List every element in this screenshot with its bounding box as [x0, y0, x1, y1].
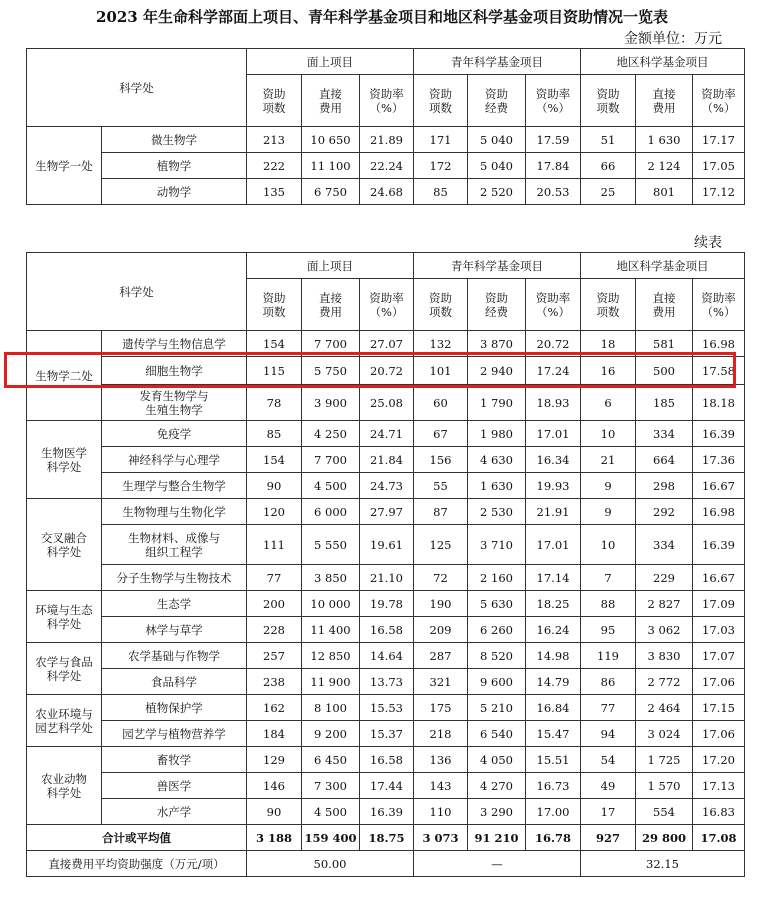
- header-youth: 青年科学基金项目: [414, 253, 581, 279]
- table-row: [27, 591, 745, 617]
- value-cell: 3 830: [636, 643, 693, 669]
- value-cell: 228: [247, 617, 302, 643]
- value-cell: 135: [247, 179, 302, 205]
- value-cell: 257: [247, 643, 302, 669]
- value-cell: 20.72: [526, 331, 581, 357]
- value-cell: 154: [247, 447, 302, 473]
- value-cell: 172: [414, 153, 468, 179]
- table-row: [27, 421, 745, 447]
- header-rate: 资助率 （%）: [693, 279, 745, 331]
- value-cell: 4 500: [302, 473, 360, 499]
- subject-name: 生态学: [102, 591, 247, 617]
- value-cell: 16.39: [693, 421, 745, 447]
- value-cell: 171: [414, 127, 468, 153]
- value-cell: 4 630: [468, 447, 526, 473]
- funding-table-1: [26, 48, 745, 205]
- subject-name: 生物材料、成像与 组织工程学: [102, 525, 247, 565]
- header-direct: 直接 费用: [302, 75, 360, 127]
- value-cell: 4 500: [302, 799, 360, 825]
- value-cell: 1 630: [636, 127, 693, 153]
- value-cell: 16.73: [526, 773, 581, 799]
- table-row: [27, 525, 745, 565]
- value-cell: 115: [247, 357, 302, 385]
- value-cell: 78: [247, 385, 302, 421]
- value-cell: 85: [414, 179, 468, 205]
- value-cell: 18.18: [693, 385, 745, 421]
- value-cell: 185: [636, 385, 693, 421]
- value-cell: 16.98: [693, 331, 745, 357]
- value-cell: 229: [636, 565, 693, 591]
- value-cell: 19.93: [526, 473, 581, 499]
- value-cell: 16.24: [526, 617, 581, 643]
- value-cell: 6: [581, 385, 636, 421]
- value-cell: 3 024: [636, 721, 693, 747]
- total-value: 17.08: [693, 825, 745, 851]
- header-rate: 资助率 （%）: [526, 279, 581, 331]
- table-row: [27, 695, 745, 721]
- value-cell: 95: [581, 617, 636, 643]
- subject-name: 食品科学: [102, 669, 247, 695]
- value-cell: 2 530: [468, 499, 526, 525]
- value-cell: 17.00: [526, 799, 581, 825]
- value-cell: 3 850: [302, 565, 360, 591]
- value-cell: 60: [414, 385, 468, 421]
- value-cell: 10: [581, 421, 636, 447]
- value-cell: 17.01: [526, 525, 581, 565]
- header-count: 资助 项数: [247, 279, 302, 331]
- value-cell: 7 700: [302, 447, 360, 473]
- table-row: [27, 747, 745, 773]
- value-cell: 222: [247, 153, 302, 179]
- value-cell: 15.47: [526, 721, 581, 747]
- value-cell: 14.98: [526, 643, 581, 669]
- value-cell: 15.53: [360, 695, 414, 721]
- value-cell: 24.71: [360, 421, 414, 447]
- average-youth: —: [414, 851, 581, 877]
- value-cell: 101: [414, 357, 468, 385]
- value-cell: 22.24: [360, 153, 414, 179]
- department-name: 生物学一处: [27, 127, 102, 205]
- value-cell: 10 650: [302, 127, 360, 153]
- department-name: 农业动物 科学处: [27, 747, 102, 825]
- value-cell: 321: [414, 669, 468, 695]
- average-label: 直接费用平均资助强度（万元/项）: [27, 851, 247, 877]
- value-cell: 16.84: [526, 695, 581, 721]
- value-cell: 4 050: [468, 747, 526, 773]
- header-youth: 青年科学基金项目: [414, 49, 581, 75]
- value-cell: 67: [414, 421, 468, 447]
- value-cell: 6 540: [468, 721, 526, 747]
- subject-name: 畜牧学: [102, 747, 247, 773]
- table-row: [27, 499, 745, 525]
- table-row: [27, 643, 745, 669]
- value-cell: 17.03: [693, 617, 745, 643]
- value-cell: 2 464: [636, 695, 693, 721]
- department-name: 交叉融合 科学处: [27, 499, 102, 591]
- subject-name: 农学基础与作物学: [102, 643, 247, 669]
- header-row: [27, 253, 745, 279]
- value-cell: 17.06: [693, 669, 745, 695]
- subject-name: 水产学: [102, 799, 247, 825]
- value-cell: 143: [414, 773, 468, 799]
- value-cell: 24.73: [360, 473, 414, 499]
- department-name: 生物学二处: [27, 331, 102, 421]
- value-cell: 7 300: [302, 773, 360, 799]
- value-cell: 19.61: [360, 525, 414, 565]
- header-regional: 地区科学基金项目: [581, 49, 745, 75]
- value-cell: 9 200: [302, 721, 360, 747]
- subject-name: 免疫学: [102, 421, 247, 447]
- value-cell: 1 630: [468, 473, 526, 499]
- value-cell: 1 790: [468, 385, 526, 421]
- value-cell: 6 750: [302, 179, 360, 205]
- value-cell: 500: [636, 357, 693, 385]
- value-cell: 10 000: [302, 591, 360, 617]
- value-cell: 10: [581, 525, 636, 565]
- value-cell: 111: [247, 525, 302, 565]
- value-cell: 17.15: [693, 695, 745, 721]
- average-general: 50.00: [247, 851, 414, 877]
- header-count: 资助 项数: [414, 75, 468, 127]
- value-cell: 6 000: [302, 499, 360, 525]
- subject-name: 细胞生物学: [102, 357, 247, 385]
- table-row: [27, 773, 745, 799]
- header-rate: 资助率 （%）: [693, 75, 745, 127]
- value-cell: 3 710: [468, 525, 526, 565]
- table-row: [27, 473, 745, 499]
- value-cell: 17.44: [360, 773, 414, 799]
- value-cell: 14.64: [360, 643, 414, 669]
- value-cell: 17.24: [526, 357, 581, 385]
- value-cell: 16.67: [693, 473, 745, 499]
- value-cell: 17.09: [693, 591, 745, 617]
- value-cell: 136: [414, 747, 468, 773]
- header-department: 科学处: [27, 253, 247, 331]
- total-row: [27, 825, 745, 851]
- value-cell: 85: [247, 421, 302, 447]
- subject-name: 动物学: [102, 179, 247, 205]
- value-cell: 27.97: [360, 499, 414, 525]
- value-cell: 5 550: [302, 525, 360, 565]
- value-cell: 292: [636, 499, 693, 525]
- value-cell: 2 827: [636, 591, 693, 617]
- value-cell: 17.01: [526, 421, 581, 447]
- header-row: [27, 49, 745, 75]
- value-cell: 4 250: [302, 421, 360, 447]
- value-cell: 90: [247, 799, 302, 825]
- value-cell: 184: [247, 721, 302, 747]
- header-general: 面上项目: [247, 253, 414, 279]
- total-value: 18.75: [360, 825, 414, 851]
- value-cell: 7: [581, 565, 636, 591]
- value-cell: 77: [581, 695, 636, 721]
- value-cell: 54: [581, 747, 636, 773]
- value-cell: 213: [247, 127, 302, 153]
- header-funds: 资助 经费: [468, 279, 526, 331]
- header-department: 科学处: [27, 49, 247, 127]
- value-cell: 9 600: [468, 669, 526, 695]
- value-cell: 16.67: [693, 565, 745, 591]
- funding-table-2: [26, 252, 745, 877]
- value-cell: 17.05: [693, 153, 745, 179]
- total-value: 3 188: [247, 825, 302, 851]
- value-cell: 21: [581, 447, 636, 473]
- value-cell: 3 900: [302, 385, 360, 421]
- header-count: 资助 项数: [247, 75, 302, 127]
- value-cell: 20.53: [526, 179, 581, 205]
- value-cell: 5 040: [468, 153, 526, 179]
- value-cell: 110: [414, 799, 468, 825]
- value-cell: 55: [414, 473, 468, 499]
- value-cell: 334: [636, 421, 693, 447]
- value-cell: 334: [636, 525, 693, 565]
- value-cell: 2 124: [636, 153, 693, 179]
- value-cell: 17.06: [693, 721, 745, 747]
- subject-name: 神经科学与心理学: [102, 447, 247, 473]
- value-cell: 17.12: [693, 179, 745, 205]
- header-general: 面上项目: [247, 49, 414, 75]
- department-name: 农学与食品 科学处: [27, 643, 102, 695]
- value-cell: 1 570: [636, 773, 693, 799]
- value-cell: 66: [581, 153, 636, 179]
- subject-name: 生物物理与生物化学: [102, 499, 247, 525]
- value-cell: 1 980: [468, 421, 526, 447]
- value-cell: 5 210: [468, 695, 526, 721]
- value-cell: 21.91: [526, 499, 581, 525]
- table-row: [27, 565, 745, 591]
- subject-name: 分子生物学与生物技术: [102, 565, 247, 591]
- value-cell: 154: [247, 331, 302, 357]
- total-value: 159 400: [302, 825, 360, 851]
- table-row: [27, 669, 745, 695]
- value-cell: 209: [414, 617, 468, 643]
- value-cell: 94: [581, 721, 636, 747]
- subject-name: 兽医学: [102, 773, 247, 799]
- value-cell: 21.10: [360, 565, 414, 591]
- department-name: 农业环境与 园艺科学处: [27, 695, 102, 747]
- value-cell: 20.72: [360, 357, 414, 385]
- value-cell: 12 850: [302, 643, 360, 669]
- value-cell: 16.39: [360, 799, 414, 825]
- value-cell: 14.79: [526, 669, 581, 695]
- value-cell: 7 700: [302, 331, 360, 357]
- value-cell: 18.25: [526, 591, 581, 617]
- table-row: [27, 617, 745, 643]
- value-cell: 16.58: [360, 617, 414, 643]
- value-cell: 125: [414, 525, 468, 565]
- header-count: 资助 项数: [581, 279, 636, 331]
- header-regional: 地区科学基金项目: [581, 253, 745, 279]
- value-cell: 132: [414, 331, 468, 357]
- subject-name: 园艺学与植物营养学: [102, 721, 247, 747]
- table-row: [27, 331, 745, 357]
- value-cell: 2 160: [468, 565, 526, 591]
- value-cell: 8 100: [302, 695, 360, 721]
- value-cell: 16.39: [693, 525, 745, 565]
- value-cell: 17.20: [693, 747, 745, 773]
- value-cell: 9: [581, 473, 636, 499]
- total-value: 927: [581, 825, 636, 851]
- value-cell: 17.17: [693, 127, 745, 153]
- header-direct: 直接 费用: [636, 75, 693, 127]
- average-regional: 32.15: [581, 851, 745, 877]
- value-cell: 24.68: [360, 179, 414, 205]
- value-cell: 4 270: [468, 773, 526, 799]
- table-row: [27, 721, 745, 747]
- value-cell: 2 940: [468, 357, 526, 385]
- value-cell: 16: [581, 357, 636, 385]
- value-cell: 200: [247, 591, 302, 617]
- value-cell: 287: [414, 643, 468, 669]
- continued-label: 续表: [694, 235, 722, 251]
- subject-name: 植物学: [102, 153, 247, 179]
- total-value: 91 210: [468, 825, 526, 851]
- value-cell: 11 900: [302, 669, 360, 695]
- value-cell: 238: [247, 669, 302, 695]
- value-cell: 88: [581, 591, 636, 617]
- value-cell: 554: [636, 799, 693, 825]
- value-cell: 19.78: [360, 591, 414, 617]
- total-value: 29 800: [636, 825, 693, 851]
- value-cell: 21.89: [360, 127, 414, 153]
- value-cell: 13.73: [360, 669, 414, 695]
- value-cell: 49: [581, 773, 636, 799]
- total-value: 3 073: [414, 825, 468, 851]
- header-rate: 资助率 （%）: [360, 75, 414, 127]
- value-cell: 15.51: [526, 747, 581, 773]
- value-cell: 17.13: [693, 773, 745, 799]
- table-row: [27, 127, 745, 153]
- value-cell: 218: [414, 721, 468, 747]
- header-direct: 直接 费用: [636, 279, 693, 331]
- value-cell: 11 100: [302, 153, 360, 179]
- subject-name: 遗传学与生物信息学: [102, 331, 247, 357]
- value-cell: 90: [247, 473, 302, 499]
- value-cell: 15.37: [360, 721, 414, 747]
- header-direct: 直接 费用: [302, 279, 360, 331]
- value-cell: 16.98: [693, 499, 745, 525]
- value-cell: 72: [414, 565, 468, 591]
- table-row: [27, 179, 745, 205]
- value-cell: 77: [247, 565, 302, 591]
- value-cell: 298: [636, 473, 693, 499]
- header-rate: 资助率 （%）: [360, 279, 414, 331]
- value-cell: 5 750: [302, 357, 360, 385]
- value-cell: 17.14: [526, 565, 581, 591]
- value-cell: 2 520: [468, 179, 526, 205]
- value-cell: 129: [247, 747, 302, 773]
- value-cell: 2 772: [636, 669, 693, 695]
- value-cell: 9: [581, 499, 636, 525]
- value-cell: 119: [581, 643, 636, 669]
- value-cell: 16.34: [526, 447, 581, 473]
- value-cell: 86: [581, 669, 636, 695]
- value-cell: 17.84: [526, 153, 581, 179]
- value-cell: 664: [636, 447, 693, 473]
- value-cell: 156: [414, 447, 468, 473]
- value-cell: 18: [581, 331, 636, 357]
- value-cell: 3 290: [468, 799, 526, 825]
- value-cell: 801: [636, 179, 693, 205]
- header-rate: 资助率 （%）: [526, 75, 581, 127]
- value-cell: 17.59: [526, 127, 581, 153]
- value-cell: 162: [247, 695, 302, 721]
- unit-note: 金额单位：万元: [624, 31, 722, 47]
- header-count: 资助 项数: [581, 75, 636, 127]
- value-cell: 17.36: [693, 447, 745, 473]
- value-cell: 16.83: [693, 799, 745, 825]
- value-cell: 3 062: [636, 617, 693, 643]
- average-row: [27, 851, 745, 877]
- value-cell: 6 450: [302, 747, 360, 773]
- table-row: [27, 357, 745, 385]
- header-funds: 资助 经费: [468, 75, 526, 127]
- table-row: [27, 385, 745, 421]
- value-cell: 87: [414, 499, 468, 525]
- value-cell: 6 260: [468, 617, 526, 643]
- value-cell: 18.93: [526, 385, 581, 421]
- value-cell: 51: [581, 127, 636, 153]
- subject-name: 植物保护学: [102, 695, 247, 721]
- total-label: 合计或平均值: [27, 825, 247, 851]
- subject-name: 发育生物学与 生殖生物学: [102, 385, 247, 421]
- table-row: [27, 447, 745, 473]
- subject-name: 林学与草学: [102, 617, 247, 643]
- table-row: [27, 153, 745, 179]
- value-cell: 21.84: [360, 447, 414, 473]
- header-count: 资助 项数: [414, 279, 468, 331]
- value-cell: 17.58: [693, 357, 745, 385]
- value-cell: 175: [414, 695, 468, 721]
- value-cell: 11 400: [302, 617, 360, 643]
- value-cell: 25.08: [360, 385, 414, 421]
- subject-name: 微生物学: [102, 127, 247, 153]
- value-cell: 581: [636, 331, 693, 357]
- department-name: 生物医学 科学处: [27, 421, 102, 499]
- value-cell: 17.07: [693, 643, 745, 669]
- value-cell: 8 520: [468, 643, 526, 669]
- value-cell: 16.58: [360, 747, 414, 773]
- subject-name: 生理学与整合生物学: [102, 473, 247, 499]
- table-row: [27, 799, 745, 825]
- value-cell: 25: [581, 179, 636, 205]
- value-cell: 3 870: [468, 331, 526, 357]
- total-value: 16.78: [526, 825, 581, 851]
- value-cell: 120: [247, 499, 302, 525]
- value-cell: 5 040: [468, 127, 526, 153]
- value-cell: 1 725: [636, 747, 693, 773]
- page-title: 2023 年生命科学部面上项目、青年科学基金项目和地区科学基金项目资助情况一览表: [96, 8, 668, 26]
- value-cell: 27.07: [360, 331, 414, 357]
- value-cell: 190: [414, 591, 468, 617]
- department-name: 环境与生态 科学处: [27, 591, 102, 643]
- value-cell: 146: [247, 773, 302, 799]
- value-cell: 5 630: [468, 591, 526, 617]
- value-cell: 17: [581, 799, 636, 825]
